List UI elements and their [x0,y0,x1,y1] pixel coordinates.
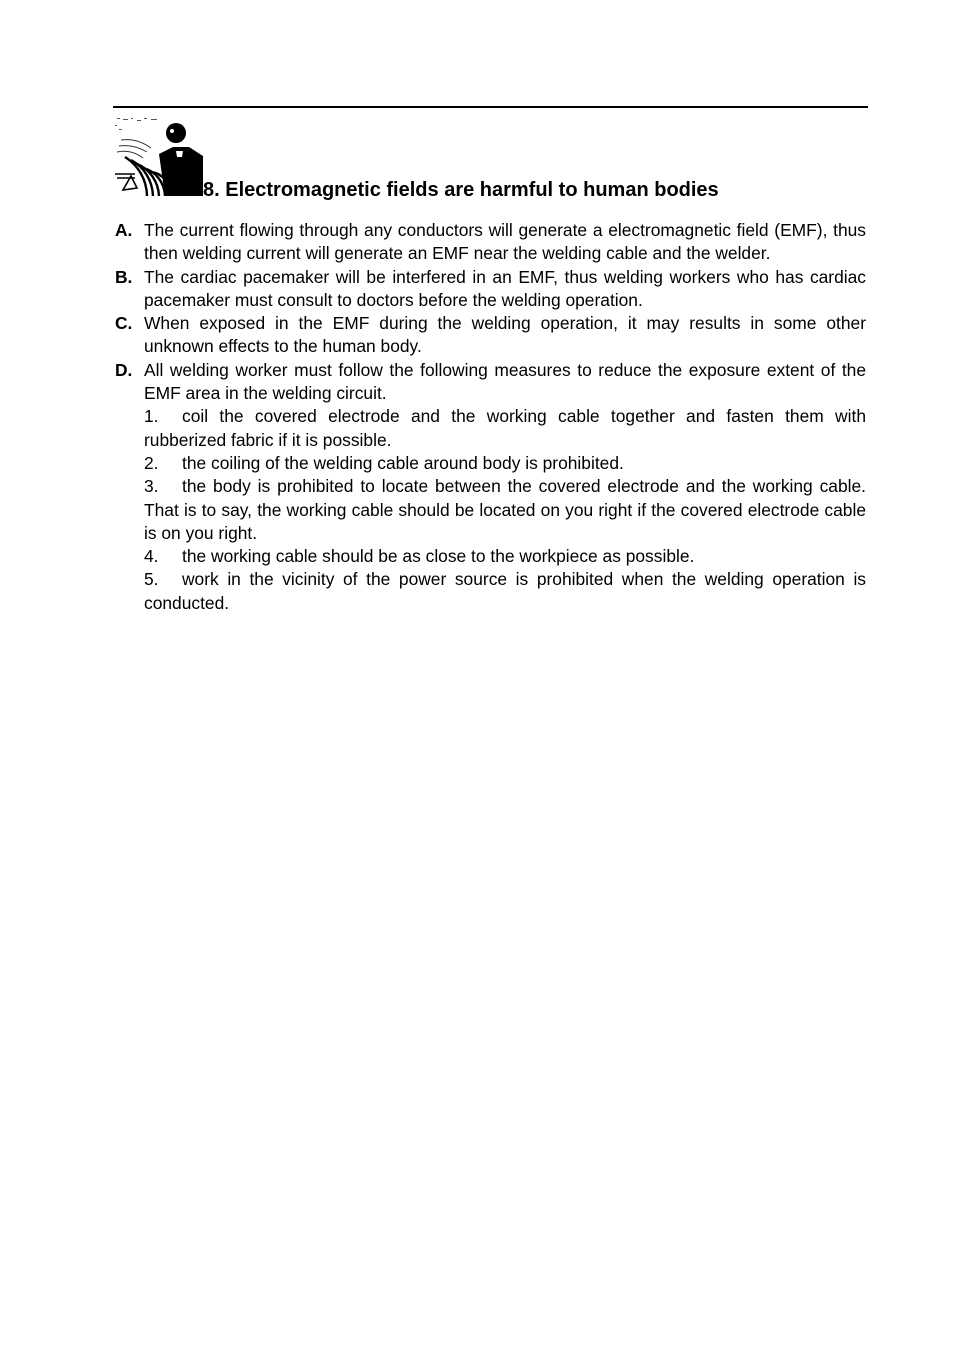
measure-text: the working cable should be as close to the workpiece as possible. [182,546,695,567]
list-item [113,266,866,313]
electromagnetic-field-hazard-icon [113,116,205,198]
measure-text: coil the covered electrode and the working cable together and fasten them with rubberized fabric if it is possible. [144,406,866,450]
measure-number: 5. [144,569,159,590]
item-letter: B. [115,266,133,287]
item-letter: C. [115,313,133,334]
measure-number: 2. [144,452,159,473]
measure-text: the coiling of the welding cable around body is prohibited. [182,452,624,473]
measure-item [113,405,866,452]
item-letter: A. [115,220,133,240]
measure-number: 4. [144,546,159,567]
measure-text: work in the vicinity of the power source is prohibited when the welding operation is conducted. [144,569,866,613]
item-text: The cardiac pacemaker will be interfered in an EMF, thus welding workers who has cardiac pacemaker must consult to doctors before the welding operation. [144,266,866,310]
item-text: When exposed in the EMF during the welding operation, it may results in some other unknown effects to the human body. [144,313,866,357]
document-body [113,219,866,615]
measure-item [113,452,866,475]
list-item [113,312,866,359]
item-text: All welding worker must follow the following measures to reduce the exposure extent of the EMF area in the welding circuit. [144,359,866,404]
item-letter: D. [115,359,133,380]
header-rule [113,106,868,108]
measure-item [113,475,866,545]
section-title: 8. Electromagnetic fields are harmful to human bodies [203,179,719,201]
measure-item [113,568,866,615]
item-text: The current flowing through any conductors will generate a electromagnetic field (EMF), thus then welding current will generate an EMF near the welding cable and the welder. [144,220,866,264]
measure-item [113,545,866,568]
list-item [113,359,866,406]
measure-number: 3. [144,476,159,497]
measure-text: the body is prohibited to locate between the covered electrode and the working cable. That is to say, the working cable should be located on you right if the covered electrode cable is on you right. [144,476,866,543]
section-header [113,116,873,206]
list-item [113,219,866,266]
measure-number: 1. [144,406,159,427]
